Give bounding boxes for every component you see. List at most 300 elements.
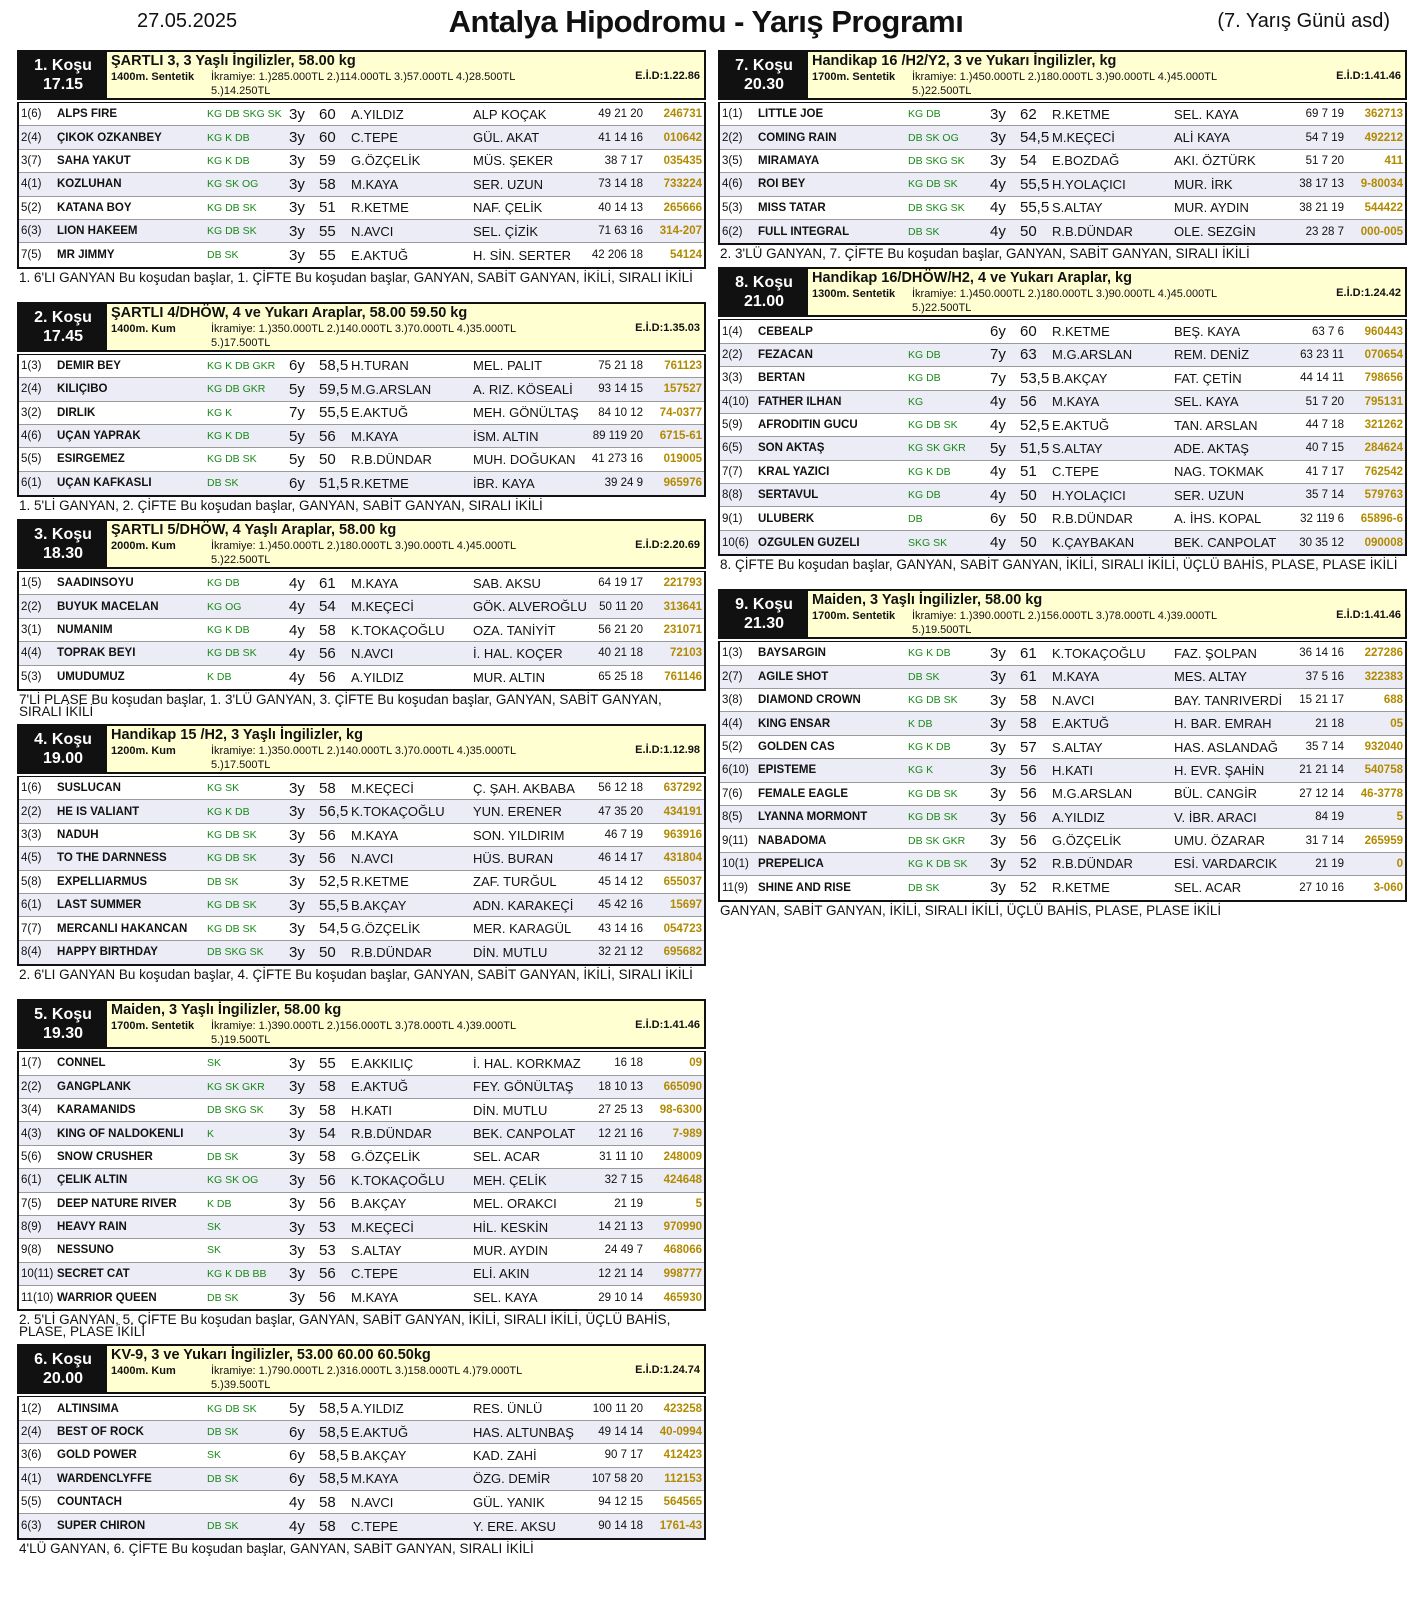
entry-row[interactable]: [720, 666, 1405, 689]
race-badge: [19, 1346, 107, 1392]
entry-row[interactable]: [19, 595, 704, 618]
entry-row[interactable]: [19, 1444, 704, 1467]
entry-number: 5(6): [21, 1150, 42, 1163]
horse-age: 6y: [289, 1423, 305, 1441]
equipment: DB SKG SK: [908, 154, 965, 167]
jockey: B.AKÇAY: [351, 1447, 407, 1463]
race-block: [17, 302, 706, 519]
horse-name: WARRIOR QUEEN: [57, 1291, 157, 1304]
horse-name: SECRET CAT: [57, 1267, 130, 1280]
entry-row[interactable]: [19, 448, 704, 471]
stats: 27 12 14: [1299, 787, 1344, 800]
entry-row[interactable]: [19, 1146, 704, 1169]
jockey: N.AVCI: [351, 1494, 394, 1510]
race-bets-note: 2. 3'LÜ GANYAN, 7. ÇİFTE Bu koşudan başlar, GANYAN, SABİT GANYAN, SIRALI İKİLİ: [720, 246, 1250, 262]
stats: 51 7 20: [1305, 395, 1344, 408]
horse-name: FULL INTEGRAL: [758, 225, 850, 238]
stats: 21 18: [1315, 717, 1344, 730]
race-badge: [19, 521, 107, 567]
entry-row[interactable]: [19, 1099, 704, 1122]
horse-name: FEMALE EAGLE: [758, 787, 849, 800]
form: 248009: [663, 1150, 702, 1163]
stats: 40 14 13: [598, 201, 643, 214]
entry-number: 2(7): [722, 670, 743, 683]
stats: 42 206 18: [591, 249, 643, 262]
owner: TAN. ARSLAN: [1174, 417, 1258, 433]
horse-name: LYANNA MORMONT: [758, 811, 868, 824]
entry-number: 6(3): [21, 225, 42, 238]
owner: OZA. TANİYİT: [473, 622, 556, 638]
entry-row[interactable]: [720, 391, 1405, 414]
entry-row[interactable]: [19, 472, 704, 495]
stats: 71 63 16: [598, 225, 643, 238]
horse-name: TOPRAK BEYİ: [57, 647, 136, 660]
horse-age: 3y: [289, 1171, 305, 1189]
entry-row[interactable]: [19, 824, 704, 847]
entry-row[interactable]: [19, 642, 704, 665]
weight: 61: [1020, 644, 1037, 662]
weight: 53,5: [1020, 369, 1050, 387]
entry-row[interactable]: [19, 800, 704, 823]
stats: 35 7 14: [1305, 489, 1344, 502]
entry-row[interactable]: [19, 355, 704, 378]
entry-row[interactable]: [19, 1169, 704, 1192]
race-title: ŞARTLI 4/DHÖW, 4 ve Yukarı Araplar, 58.00 59.50 kg: [111, 304, 468, 321]
entry-number: 3(4): [21, 1104, 42, 1117]
horse-name: HE IS VALIANT: [57, 805, 140, 818]
entry-row[interactable]: [720, 320, 1405, 343]
horse-age: 4y: [990, 416, 1006, 434]
equipment: KG K DB: [908, 741, 951, 753]
horse-age: 5y: [289, 427, 305, 445]
form: 998777: [663, 1267, 702, 1280]
entries-table: [17, 1051, 706, 1311]
owner: V. İBR. ARACI: [1174, 809, 1257, 825]
race-info: [808, 269, 1405, 315]
race-prize-5: 5.)22.500TL: [912, 85, 972, 97]
entry-row[interactable]: [720, 461, 1405, 484]
equipment: KG SK OG: [207, 1174, 259, 1187]
entry-row[interactable]: [19, 1468, 704, 1491]
weight: 56: [319, 849, 336, 867]
stats: 49 21 20: [598, 108, 643, 121]
horse-name: COUNTACH: [57, 1496, 122, 1509]
weight: 58: [319, 1148, 336, 1166]
jockey: R.B.DÜNDAR: [1052, 224, 1133, 240]
race-info: [107, 521, 704, 567]
race-title: Handikap 15 /H2, 3 Yaşlı İngilizler, kg: [111, 727, 363, 744]
form: 762542: [1364, 465, 1403, 478]
entry-row[interactable]: [720, 344, 1405, 367]
owner: MES. ALTAY: [1174, 669, 1247, 685]
weight: 58: [319, 1101, 336, 1119]
entry-row[interactable]: [720, 736, 1405, 759]
owner: HAS. ASLANDAĞ: [1174, 739, 1279, 755]
stats: 65 25 18: [598, 671, 643, 684]
race-prize: İkramiye: 1.)350.000TL 2.)140.000TL 3.)70.000TL 4.)35.000TL: [211, 322, 517, 335]
entry-row[interactable]: [720, 759, 1405, 782]
form: 655037: [663, 875, 702, 888]
horse-name: BERTAN: [758, 372, 806, 385]
equipment: KG DB: [908, 372, 941, 385]
horse-name: WARDENCLYFFE: [57, 1472, 152, 1485]
stats: 51 7 20: [1305, 154, 1344, 167]
race-number: 2. Koşu: [34, 308, 92, 326]
stats: 16 18: [614, 1057, 643, 1070]
stats: 27 10 16: [1299, 881, 1344, 894]
owner: FAZ. ŞOLPAN: [1174, 645, 1257, 661]
entry-number: 6(1): [21, 477, 42, 490]
entry-row[interactable]: [19, 1052, 704, 1075]
jockey: R.KETME: [1052, 880, 1110, 896]
entry-row[interactable]: [19, 1193, 704, 1216]
entry-row[interactable]: [720, 806, 1405, 829]
jockey: E.AKTUĞ: [1052, 716, 1110, 732]
horse-name: LAST SUMMER: [57, 899, 142, 912]
entry-row[interactable]: [19, 402, 704, 425]
entry-row[interactable]: [19, 619, 704, 642]
form: 035435: [663, 154, 702, 167]
stats: 41 7 17: [1305, 465, 1344, 478]
race-number: 8. Koşu: [735, 274, 793, 292]
equipment: DB SK: [908, 670, 940, 683]
jockey: B.AKÇAY: [351, 1196, 407, 1212]
entry-row[interactable]: [19, 1491, 704, 1514]
weight: 54: [319, 598, 336, 616]
horse-name: CEBEALP: [758, 325, 813, 338]
entry-number: 1(7): [21, 1057, 42, 1070]
race-prize: İkramiye: 1.)790.000TL 2.)316.000TL 3.)158.000TL 4.)79.000TL: [211, 1365, 523, 1378]
entry-row[interactable]: [19, 173, 704, 196]
weight: 60: [1020, 323, 1037, 341]
entry-row[interactable]: [720, 197, 1405, 220]
entries-table: [718, 102, 1407, 245]
stats: 64 19 17: [598, 577, 643, 590]
jockey: R.KETME: [351, 874, 409, 890]
entry-row[interactable]: [19, 917, 704, 940]
entry-number: 2(2): [21, 1080, 42, 1093]
entry-row[interactable]: [19, 871, 704, 894]
form: 761146: [664, 671, 702, 684]
entry-number: 6(3): [21, 1520, 42, 1533]
stats: 100 11 20: [592, 1402, 643, 1415]
weight: 52,5: [319, 873, 349, 891]
equipment: KG DB: [908, 489, 941, 502]
entry-row[interactable]: [19, 572, 704, 595]
horse-age: 3y: [289, 943, 305, 961]
equipment: DB SKG SK: [908, 201, 965, 214]
horse-age: 3y: [289, 1054, 305, 1072]
owner: İ. HAL. KOÇER: [473, 645, 563, 661]
jockey: M.KAYA: [351, 1471, 399, 1487]
owner: H. EVR. ŞAHİN: [1174, 762, 1265, 778]
equipment: KG DB: [908, 108, 941, 121]
jockey: A.YILDIZ: [351, 1401, 404, 1417]
entry-row[interactable]: [19, 1263, 704, 1286]
entries-table: [718, 641, 1407, 901]
entry-row[interactable]: [19, 1239, 704, 1262]
weight: 55: [319, 1054, 336, 1072]
stats: 18 10 13: [598, 1080, 643, 1093]
form: 665090: [663, 1080, 702, 1093]
horse-name: SAHA YAKUT: [57, 154, 131, 167]
weight: 59,5: [319, 380, 349, 398]
form: 795131: [1364, 395, 1403, 408]
jockey: C.TEPE: [351, 1518, 398, 1534]
stats: 38 21 19: [1299, 201, 1344, 214]
equipment: KG SK GKR: [207, 1080, 265, 1093]
owner: SEL. KAYA: [473, 1290, 538, 1306]
horse-age: 3y: [990, 832, 1006, 850]
entry-number: 1(5): [21, 577, 42, 590]
jockey: E.AKTUĞ: [351, 405, 409, 421]
form: 054723: [663, 922, 702, 935]
horse-name: EXPELLIARMUS: [57, 875, 148, 888]
form: 070654: [1364, 348, 1403, 361]
weight: 56: [1020, 808, 1037, 826]
entry-row[interactable]: [19, 1421, 704, 1444]
owner: ÖZG. DEMİR: [473, 1471, 551, 1487]
horse-age: 3y: [289, 920, 305, 938]
entry-row[interactable]: [19, 1216, 704, 1239]
owner: MUR. AYDIN: [1174, 200, 1249, 216]
entry-number: 4(4): [21, 647, 42, 660]
entry-row[interactable]: [19, 1122, 704, 1145]
form: 540758: [1364, 764, 1403, 777]
entry-row[interactable]: [19, 425, 704, 448]
entry-row[interactable]: [720, 437, 1405, 460]
horse-age: 3y: [289, 1241, 305, 1259]
jockey: N.AVCI: [351, 850, 394, 866]
race-prize-5: 5.)14.250TL: [211, 85, 271, 97]
entry-row[interactable]: [720, 367, 1405, 390]
horse-name: CONNEL: [57, 1057, 106, 1070]
stats: 21 19: [614, 1197, 643, 1210]
jockey: S.ALTAY: [1052, 739, 1103, 755]
form: 0: [1396, 857, 1403, 870]
entry-row[interactable]: [19, 103, 704, 126]
entry-row[interactable]: [720, 689, 1405, 712]
race-distance: 1700m. Sentetik: [111, 1020, 195, 1033]
race-number: 5. Koşu: [34, 1006, 92, 1024]
form: 010642: [663, 131, 702, 144]
entry-row[interactable]: [720, 150, 1405, 173]
jockey: E.AKTUĞ: [351, 1424, 409, 1440]
weight: 56: [1020, 393, 1037, 411]
owner: BEŞ. KAYA: [1174, 324, 1240, 340]
entry-row[interactable]: [19, 197, 704, 220]
race-distance: 1400m. Kum: [111, 322, 176, 335]
entry-row[interactable]: [19, 941, 704, 964]
horse-name: KING ENSAR: [758, 717, 831, 730]
form: 424648: [663, 1174, 702, 1187]
stats: 30 35 12: [1299, 536, 1344, 549]
jockey: R.B.DÜNDAR: [1052, 511, 1133, 527]
equipment: SK: [207, 1057, 222, 1070]
entry-number: 7(5): [21, 249, 42, 262]
jockey: M.KAYA: [351, 1290, 399, 1306]
race-number: 6. Koşu: [34, 1351, 92, 1369]
stats: 12 21 16: [598, 1127, 643, 1140]
owner: DİN. MUTLU: [473, 1102, 548, 1118]
owner: BÜL. CANGİR: [1174, 786, 1258, 802]
horse-name: SERTAVUL: [758, 489, 819, 502]
race-prize-5: 5.)17.500TL: [211, 336, 271, 349]
weight: 55,5: [1020, 199, 1050, 217]
entry-row[interactable]: [19, 777, 704, 800]
entry-number: 1(1): [722, 108, 743, 121]
owner: H. SİN. SERTER: [473, 247, 572, 263]
race-block: [718, 589, 1407, 923]
form: 423258: [663, 1402, 702, 1415]
entry-row[interactable]: [720, 876, 1405, 899]
equipment: KG K DB GKR: [207, 359, 276, 372]
horse-age: 3y: [990, 761, 1006, 779]
horse-name: UMUDUMUZ: [57, 671, 125, 684]
horse-name: ÇİKOK ÖZKANBEY: [57, 131, 162, 144]
entry-row[interactable]: [720, 103, 1405, 126]
horse-age: 4y: [289, 598, 305, 616]
form: 798656: [1364, 372, 1403, 385]
entry-row[interactable]: [19, 126, 704, 149]
entry-row[interactable]: [19, 847, 704, 870]
entry-row[interactable]: [720, 173, 1405, 196]
horse-name: ALTINSİMA: [57, 1402, 119, 1415]
weight: 56: [1020, 832, 1037, 850]
entry-row[interactable]: [720, 783, 1405, 806]
entry-row[interactable]: [720, 712, 1405, 735]
entry-row[interactable]: [19, 1286, 704, 1309]
stats: 45 42 16: [598, 899, 643, 912]
entry-row[interactable]: [720, 414, 1405, 437]
entry-row[interactable]: [19, 243, 704, 266]
entries-table: [17, 776, 706, 966]
weight: 56: [319, 1289, 336, 1307]
entry-row[interactable]: [720, 484, 1405, 507]
horse-age: 7y: [990, 346, 1006, 364]
horse-name: GOLD POWER: [57, 1449, 137, 1462]
horse-name: SNOW CRUSHER: [57, 1150, 153, 1163]
horse-age: 4y: [289, 644, 305, 662]
horse-name: MISS TATAR: [758, 201, 826, 214]
entry-number: 9(11): [722, 834, 748, 847]
entry-row[interactable]: [19, 1397, 704, 1420]
weight: 56: [1020, 761, 1037, 779]
entry-row[interactable]: [720, 220, 1405, 243]
horse-name: MİRAMAYA: [758, 154, 820, 167]
entry-row[interactable]: [19, 1076, 704, 1099]
race-block: [17, 50, 706, 302]
horse-age: 4y: [990, 463, 1006, 481]
stats: 15 21 17: [1299, 694, 1344, 707]
horse-age: 3y: [289, 199, 305, 217]
jockey: K.TOKAÇOĞLU: [351, 804, 445, 820]
entry-number: 6(1): [21, 899, 42, 912]
form: 05: [1390, 717, 1403, 730]
race-info: [808, 591, 1405, 637]
stats: 41 14 16: [598, 131, 643, 144]
horse-name: NUMANIM: [57, 624, 113, 637]
entry-row[interactable]: [720, 126, 1405, 149]
entry-number: 4(1): [21, 1472, 42, 1485]
entry-number: 8(8): [722, 489, 743, 502]
race-info: [107, 1001, 704, 1047]
race-header: [17, 724, 706, 774]
weight: 59: [319, 152, 336, 170]
horse-age: 3y: [990, 129, 1006, 147]
entry-row[interactable]: [720, 642, 1405, 665]
race-record: E.İ.D:1.24.74: [635, 1364, 700, 1377]
race-badge: [720, 52, 808, 98]
entry-row[interactable]: [19, 666, 704, 689]
entry-number: 5(5): [21, 453, 42, 466]
horse-name: SHINE AND RISE: [758, 881, 851, 894]
owner: SEL. ÇİZİK: [473, 223, 539, 239]
horse-age: 3y: [289, 105, 305, 123]
horse-age: 4y: [289, 621, 305, 639]
owner: FAT. ÇETİN: [1174, 370, 1242, 386]
owner: HÜS. BURAN: [473, 850, 554, 866]
jockey: N.AVCI: [1052, 692, 1095, 708]
horse-name: FATHER İLHAN: [758, 395, 842, 408]
equipment: KG K DB BB: [207, 1267, 267, 1280]
race-prize-5: 5.)17.500TL: [211, 759, 271, 772]
form: 963916: [663, 829, 702, 841]
entry-row[interactable]: [19, 378, 704, 401]
form: 321262: [1364, 419, 1403, 432]
stats: 14 21 13: [598, 1221, 643, 1234]
stats: 63 23 11: [1300, 348, 1344, 361]
entry-row[interactable]: [720, 853, 1405, 876]
stats: 38 17 13: [1299, 178, 1344, 191]
owner: SAB. AKSU: [473, 575, 541, 591]
stats: 44 7 18: [1305, 419, 1344, 432]
race-badge: [720, 591, 808, 637]
race-prize: İkramiye: 1.)450.000TL 2.)180.000TL 3.)90.000TL 4.)45.000TL: [211, 540, 517, 553]
jockey: E.AKTUĞ: [351, 247, 409, 263]
race-time: 17.45: [42, 327, 84, 345]
entry-row[interactable]: [19, 220, 704, 243]
form: 46-3778: [1360, 787, 1403, 800]
stats: 73 14 18: [598, 178, 643, 191]
horse-age: 3y: [289, 1289, 305, 1307]
race-block: [17, 999, 706, 1344]
entry-number: 11(9): [722, 881, 748, 894]
equipment: DB SK GKR: [908, 834, 966, 847]
horse-name: SAADINSOYU: [57, 577, 134, 590]
equipment: DB: [908, 512, 923, 525]
owner: ADN. KARAKEÇİ: [473, 897, 574, 913]
form: 579763: [1364, 489, 1403, 502]
entry-row[interactable]: [720, 829, 1405, 852]
entry-row[interactable]: [19, 894, 704, 917]
horse-age: 3y: [289, 803, 305, 821]
entry-row[interactable]: [19, 1514, 704, 1537]
equipment: KG K: [207, 406, 233, 419]
entry-number: 7(7): [722, 465, 743, 478]
entry-row[interactable]: [19, 150, 704, 173]
weight: 56: [319, 644, 336, 662]
owner: SER. UZUN: [1174, 487, 1245, 503]
form: 322383: [1364, 670, 1403, 683]
owner: ELİ. AKIN: [473, 1266, 530, 1282]
horse-age: 3y: [990, 691, 1006, 709]
entry-row[interactable]: [720, 531, 1405, 554]
weight: 58,5: [319, 357, 349, 375]
jockey: M.KAYA: [351, 827, 399, 843]
race-block: [17, 519, 706, 724]
entry-row[interactable]: [720, 507, 1405, 530]
